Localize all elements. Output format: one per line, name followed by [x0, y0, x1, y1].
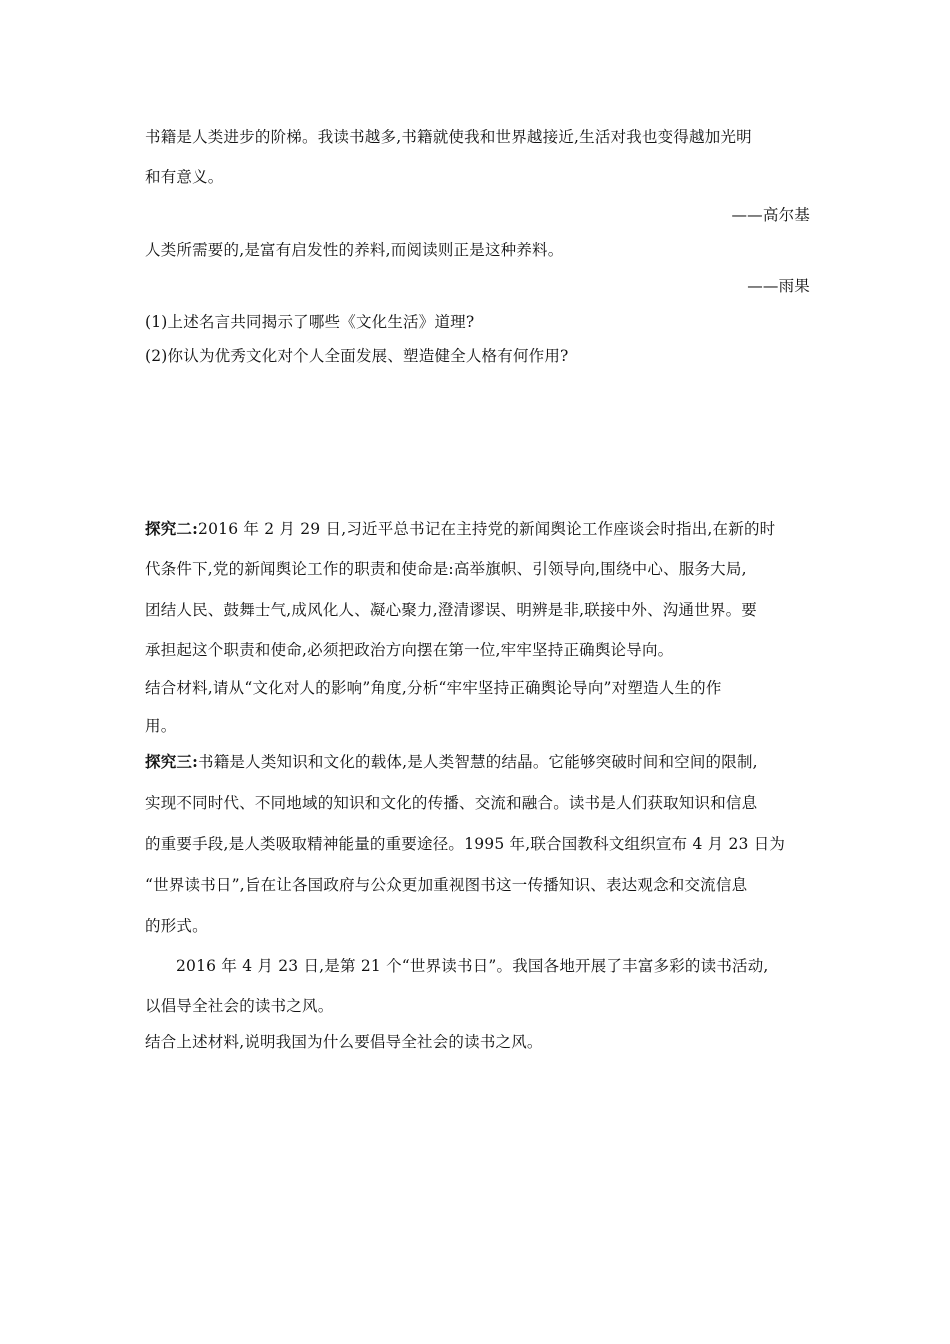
inquiry3-question: 结合上述材料,说明我国为什么要倡导全社会的读书之风。	[145, 1033, 543, 1051]
question-1: (1)上述名言共同揭示了哪些《文化生活》道理?	[145, 313, 475, 331]
inquiry3-line-3: 的重要手段,是人类吸取精神能量的重要途径。1995 年,联合国教科文组织宣布 4 月 23 日为	[145, 835, 786, 853]
inquiry3-line-1	[145, 752, 810, 772]
quote1-line-2: 和有意义。	[145, 168, 224, 186]
inquiry2-text-1: 2016 年 2 月 29 日,习近平总书记在主持党的新闻舆论工作座谈会时指出,在新的时	[198, 520, 776, 538]
quote2-text: 人类所需要的,是富有启发性的养料,而阅读则正是这种养料。	[145, 241, 564, 259]
inquiry3-para2-line-2: 以倡导全社会的读书之风。	[145, 997, 334, 1015]
inquiry3-line-2: 实现不同时代、不同地域的知识和文化的传播、交流和融合。读书是人们获取知识和信息	[145, 794, 758, 812]
inquiry3-para2-line-1: 2016 年 4 月 23 日,是第 21 个“世界读书日”。我国各地开展了丰富多彩的读书活动,	[176, 957, 769, 975]
question-2: (2)你认为优秀文化对个人全面发展、塑造健全人格有何作用?	[145, 347, 569, 365]
inquiry3-line-4: “世界读书日”,旨在让各国政府与公众更加重视图书这一传播知识、表达观念和交流信息	[145, 876, 748, 894]
inquiry2-line-4: 承担起这个职责和使命,必须把政治方向摆在第一位,牢牢坚持正确舆论导向。	[145, 641, 674, 659]
inquiry2-label: 探究二:	[145, 519, 199, 538]
inquiry3-line-5: 的形式。	[145, 917, 208, 935]
inquiry3-label: 探究三:	[145, 752, 199, 771]
inquiry2-line-2: 代条件下,党的新闻舆论工作的职责和使命是:高举旗帜、引领导向,围绕中心、服务大局,	[145, 560, 747, 578]
inquiry2-line-1	[145, 519, 810, 539]
inquiry2-question-2: 用。	[145, 717, 177, 735]
inquiry2-question-1: 结合材料,请从“文化对人的影响”角度,分析“牢牢坚持正确舆论导向”对塑造人生的作	[145, 679, 722, 697]
inquiry3-text-1: 书籍是人类知识和文化的载体,是人类智慧的结晶。它能够突破时间和空间的限制,	[198, 753, 758, 771]
inquiry2-line-3: 团结人民、鼓舞士气,成风化人、凝心聚力,澄清谬误、明辨是非,联接中外、沟通世界。要	[145, 601, 757, 619]
quote1-author: ——高尔基	[731, 206, 810, 224]
quote2-author: ——雨果	[747, 277, 810, 295]
quote1-line-1: 书籍是人类进步的阶梯。我读书越多,书籍就使我和世界越接近,生活对我也变得越加光明	[145, 128, 752, 146]
